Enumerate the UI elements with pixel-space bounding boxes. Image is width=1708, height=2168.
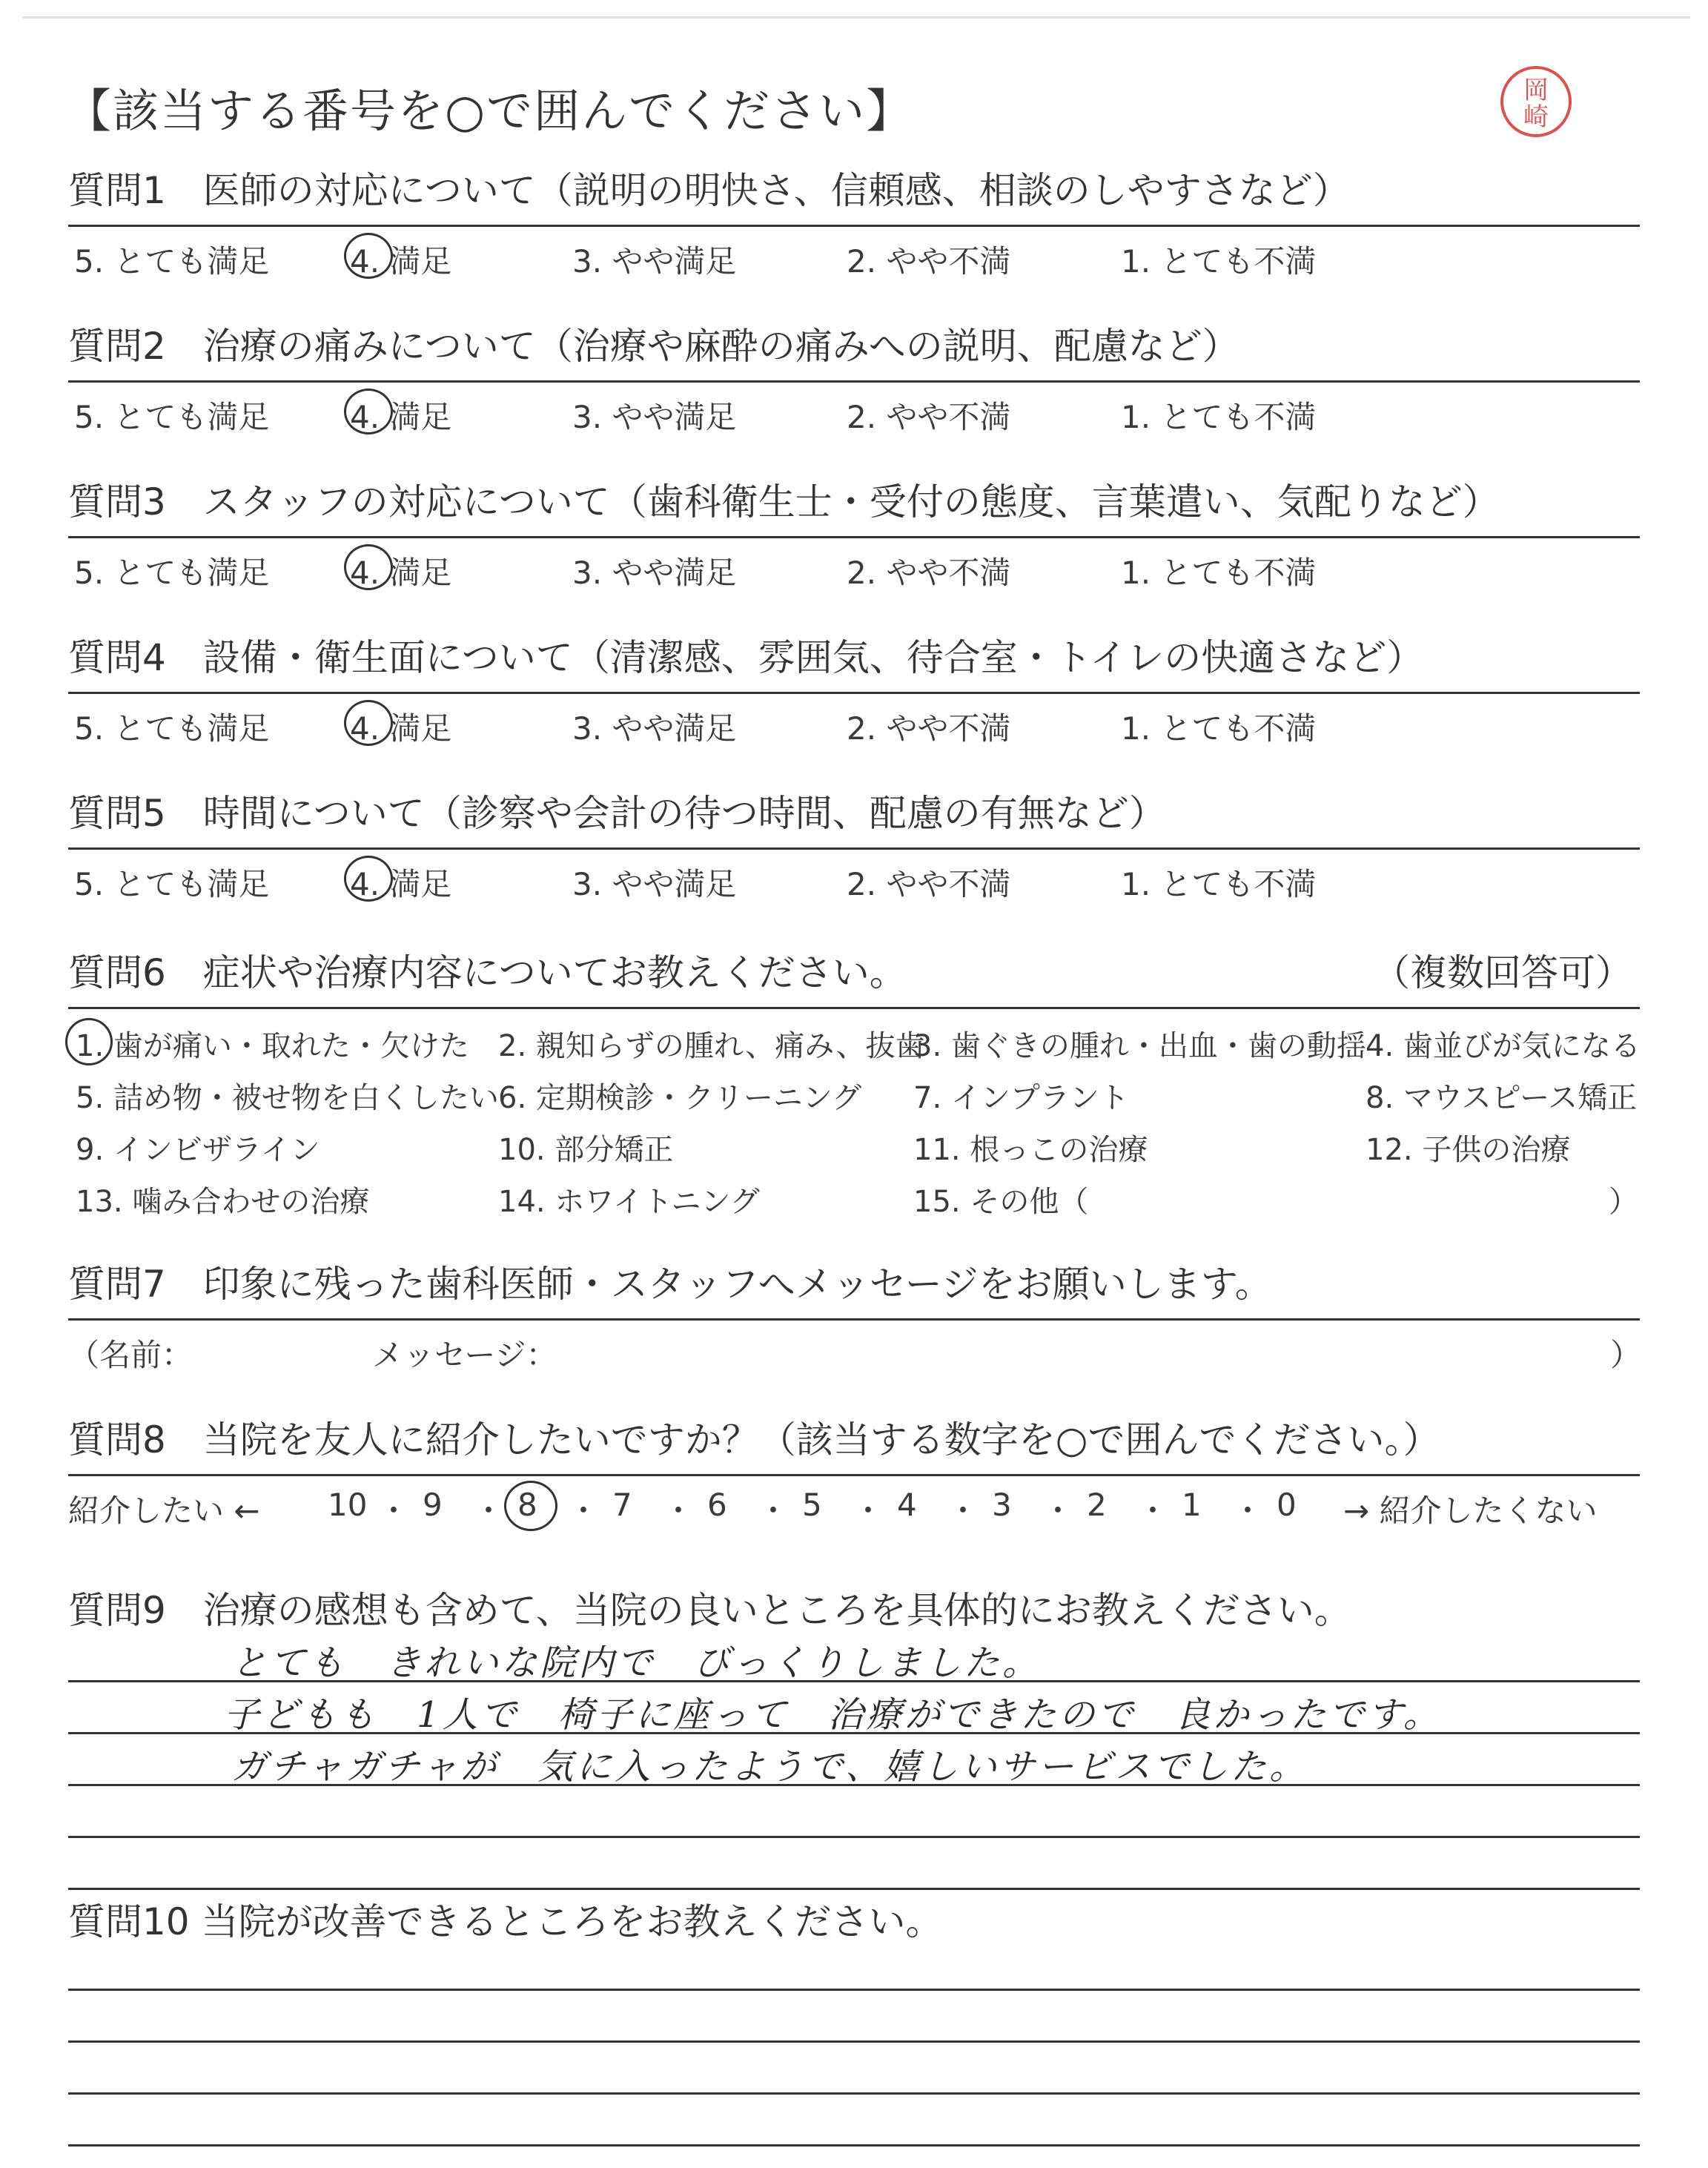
question-1 (68, 167, 1640, 279)
treatment-option[interactable]: 4. 歯並びが気になる (1366, 1029, 1641, 1063)
question-9-answer-area (68, 1634, 1640, 1901)
scale-number[interactable]: 6 (707, 1487, 727, 1523)
rating-option[interactable]: 5. とても満足 (74, 710, 270, 747)
selected-circle-mark (504, 1481, 557, 1531)
treatment-option[interactable]: 6. 定期検診・クリーニング (498, 1081, 862, 1115)
rating-option[interactable]: 3. やや満足 (572, 399, 737, 435)
treatment-option[interactable]: 5. 詰め物・被せ物を白くしたい (76, 1081, 499, 1115)
selected-circle-mark (344, 856, 393, 902)
not-recommend-label: → 紹介したくない (1343, 1493, 1598, 1529)
answer-line-2: 子どもも 1人で 椅子に座って 治療ができたので 良かったです。 (224, 1694, 1442, 1736)
scale-separator: ・ (568, 1493, 600, 1529)
treatment-option[interactable]: 13. 噛み合わせの治療 (76, 1185, 370, 1219)
question-4-title: 質問4 設備・衛生面について（清潔感、雰囲気、待合室・トイレの快適さなど） (68, 636, 1424, 679)
rating-option[interactable]: 2. やや不満 (847, 555, 1011, 591)
question-10 (68, 1898, 1640, 2168)
treatment-options (68, 1009, 1640, 1232)
scale-number[interactable]: 1 (1182, 1487, 1202, 1523)
scale-separator: ・ (1042, 1493, 1074, 1529)
answer-line-1: とても きれいな院内で びっくりしました。 (231, 1642, 1042, 1684)
question-7 (68, 1260, 1640, 1372)
rating-option[interactable]: 2. やや不満 (847, 243, 1011, 280)
question-8-title: 質問8 当院を友人に紹介したいですか？（該当する数字を○で囲んでください。） (68, 1418, 1440, 1461)
scale-number[interactable]: 5 (802, 1487, 822, 1523)
rating-option[interactable]: 3. やや満足 (572, 555, 737, 591)
rating-option[interactable]: 2. やや不満 (847, 710, 1011, 747)
clinic-seal-stamp (1497, 63, 1575, 141)
recommend-label: 紹介したい ← (68, 1493, 260, 1529)
question-10-answer-area (68, 1946, 1640, 2168)
question-3-title: 質問3 スタッフの対応について（歯科衛生士・受付の態度、言葉遣い、気配りなど） (68, 480, 1500, 523)
rating-option[interactable]: 2. やや不満 (847, 866, 1011, 902)
other-close-paren: ） (1609, 1185, 1638, 1219)
selected-circle-mark (344, 389, 393, 434)
scale-separator: ・ (758, 1493, 790, 1529)
scale-separator: ・ (473, 1493, 505, 1529)
treatment-option[interactable]: 2. 親知らずの腫れ、痛み、抜歯 (498, 1029, 925, 1063)
treatment-option[interactable]: 11. 根っこの治療 (913, 1133, 1148, 1167)
treatment-option[interactable]: 15. その他（ (913, 1185, 1089, 1219)
rating-option[interactable]: 3. やや満足 (572, 710, 737, 747)
rating-option[interactable]: 4. 満足 (350, 243, 452, 280)
rating-option[interactable]: 1. とても不満 (1121, 710, 1317, 747)
treatment-option[interactable]: 7. インプラント (913, 1081, 1129, 1115)
selected-circle-mark (344, 700, 393, 746)
page-top-edge (22, 16, 1690, 19)
rating-option[interactable]: 3. やや満足 (572, 866, 737, 902)
rating-option[interactable]: 1. とても不満 (1121, 243, 1317, 280)
scale-separator: ・ (947, 1493, 979, 1529)
scale-number[interactable]: 4 (897, 1487, 917, 1523)
question-1-title: 質問1 医師の対応について（説明の明快さ、信頼感、相談のしやすさなど） (68, 169, 1350, 212)
scale-number[interactable]: 10 (328, 1487, 368, 1523)
treatment-option[interactable]: 14. ホワイトニング (498, 1185, 760, 1219)
scale-number[interactable]: 2 (1087, 1487, 1107, 1523)
treatment-option[interactable]: 8. マウスピース矯正 (1366, 1081, 1638, 1115)
scale-number[interactable]: 0 (1277, 1487, 1297, 1523)
question-6 (68, 949, 1640, 1232)
question-9 (68, 1587, 1640, 1901)
question-4 (68, 634, 1640, 746)
selected-circle-mark (65, 1018, 113, 1065)
rating-option[interactable]: 1. とても不満 (1121, 399, 1317, 435)
rating-option[interactable]: 5. とても満足 (74, 399, 270, 435)
rating-option[interactable]: 2. やや不満 (847, 399, 1011, 435)
rating-option[interactable]: 4. 満足 (350, 866, 452, 902)
question-2 (68, 323, 1640, 434)
treatment-option[interactable]: 10. 部分矯正 (498, 1133, 674, 1167)
question-6-title: 質問6 症状や治療内容についてお教えください。 (68, 951, 907, 994)
selected-circle-mark (344, 544, 393, 590)
scale-separator: ・ (1232, 1493, 1264, 1529)
question-8 (68, 1416, 1640, 1528)
rating-option[interactable]: 1. とても不満 (1121, 555, 1317, 591)
treatment-option[interactable]: 9. インビザライン (76, 1133, 320, 1167)
scale-number[interactable]: 3 (992, 1487, 1012, 1523)
question-10-title: 質問10 当院が改善できるところをお教えください。 (68, 1900, 943, 1943)
svg-text:岡: 岡 (1523, 76, 1549, 105)
answer-line-3: ガチャガチャが 気に入ったようで、嬉しいサービスでした。 (231, 1746, 1308, 1788)
rating-option[interactable]: 3. やや満足 (572, 243, 737, 280)
rating-option[interactable]: 5. とても満足 (74, 866, 270, 902)
treatment-option[interactable]: 1. 歯が痛い・取れた・欠けた (76, 1029, 469, 1063)
scale-separator: ・ (1137, 1493, 1169, 1529)
treatment-option[interactable]: 3. 歯ぐきの腫れ・出血・歯の動揺 (913, 1029, 1366, 1063)
scale-separator: ・ (378, 1493, 410, 1529)
name-field-label: （名前： (68, 1337, 193, 1373)
question-7-title: 質問7 印象に残った歯科医師・スタッフへメッセージをお願いします。 (68, 1263, 1272, 1306)
treatment-option[interactable]: 12. 子供の治療 (1366, 1133, 1571, 1167)
scale-number[interactable]: 8 (517, 1487, 537, 1523)
question-5 (68, 790, 1640, 902)
question-5-title: 質問5 時間について（診察や会計の待つ時間、配慮の有無など） (68, 792, 1166, 835)
rating-option[interactable]: 5. とても満足 (74, 243, 270, 280)
scale-number[interactable]: 7 (612, 1487, 632, 1523)
rating-option[interactable]: 4. 満足 (350, 399, 452, 435)
rating-option[interactable]: 5. とても満足 (74, 555, 270, 591)
rating-option[interactable]: 4. 満足 (350, 555, 452, 591)
question-9-title: 質問9 治療の感想も含めて、当院の良いところを具体的にお教えください。 (68, 1589, 1351, 1632)
scale-number[interactable]: 9 (423, 1487, 443, 1523)
svg-text:崎: 崎 (1523, 102, 1549, 132)
scale-separator: ・ (663, 1493, 695, 1529)
question-2-title: 質問2 治療の痛みについて（治療や麻酔の痛みへの説明、配慮など） (68, 325, 1239, 368)
message-close-paren: ） (1610, 1337, 1642, 1373)
rating-option[interactable]: 4. 満足 (350, 710, 452, 747)
multiple-answer-note: （複数回答可） (1373, 951, 1632, 994)
message-field-label: メッセージ： (372, 1337, 557, 1373)
page-title: 【該当する番号を○で囲んでください】 (65, 84, 914, 138)
scale-separator: ・ (853, 1493, 884, 1529)
rating-option[interactable]: 1. とても不満 (1121, 866, 1317, 902)
selected-circle-mark (344, 233, 393, 279)
question-3 (68, 478, 1640, 590)
